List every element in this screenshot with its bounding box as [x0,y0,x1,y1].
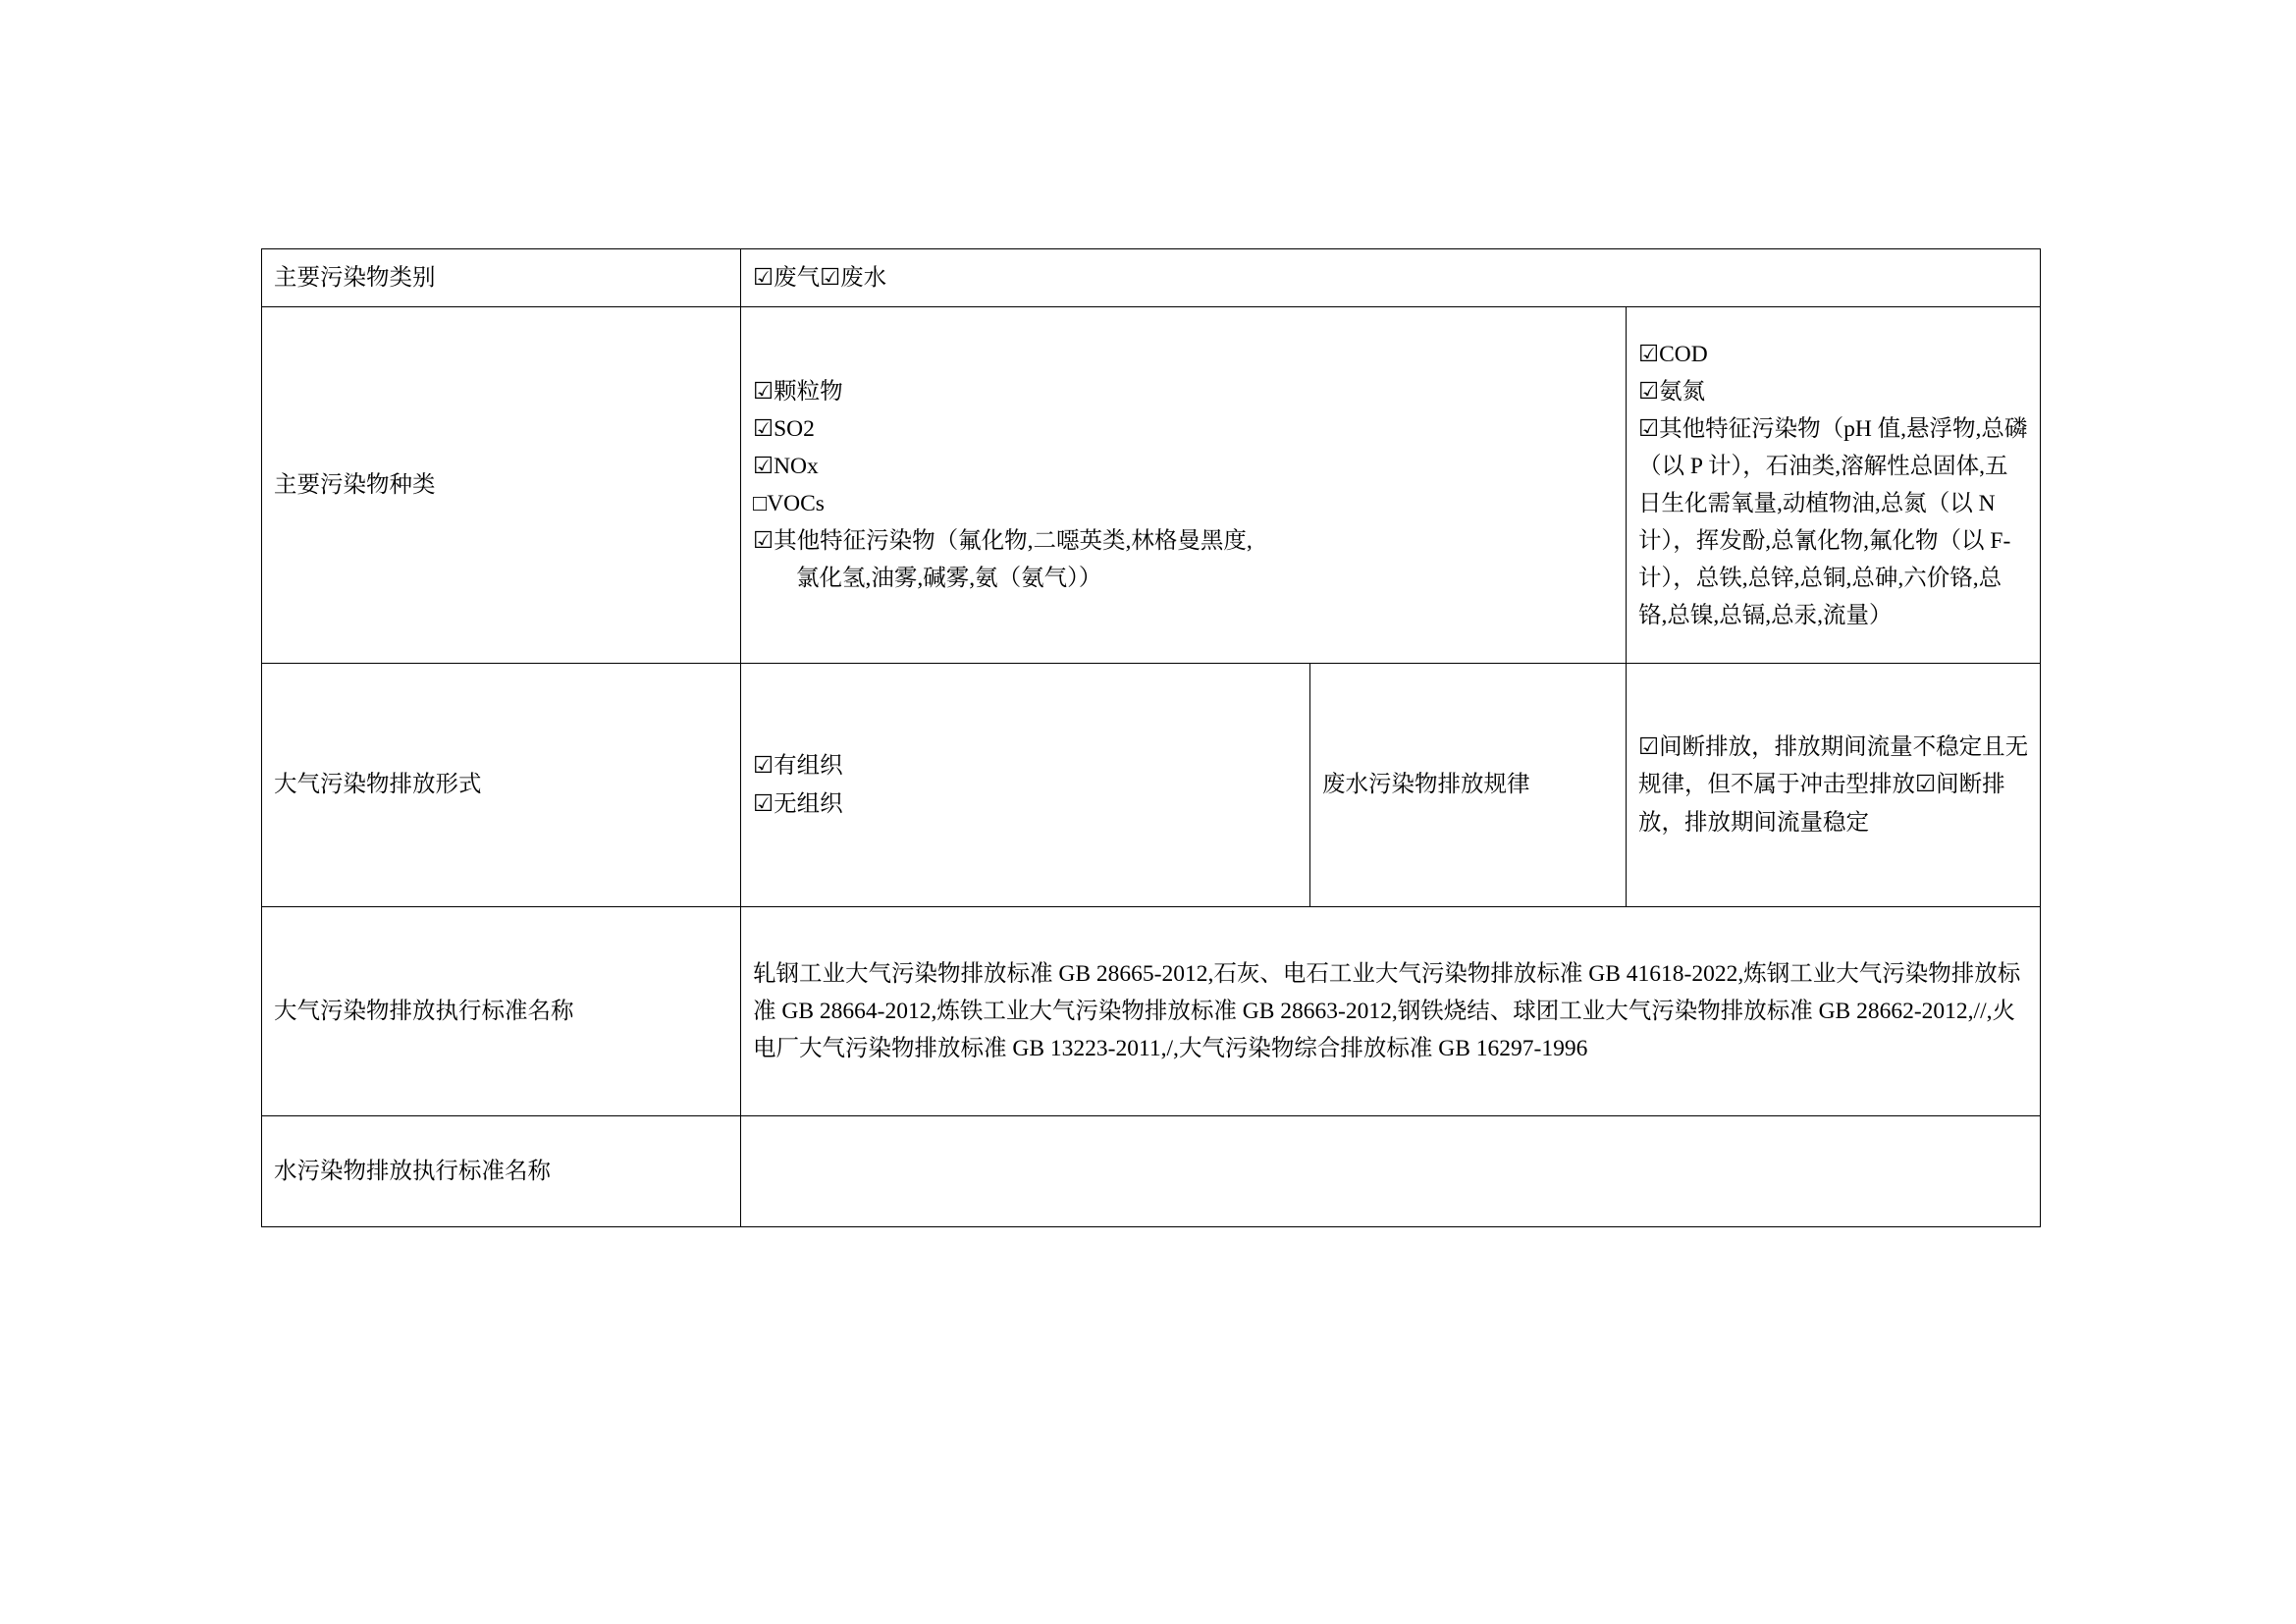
water-type-option-other: ☑其他特征污染物（pH 值,悬浮物,总磷（以 P 计），石油类,溶解性总固体,五日生化需氧量,动植物油,总氮（以 N 计），挥发酚,总氰化物,氟化物（以 F-计），总铁,总锌,总铜,总砷,六价铬,总铬,总镍,总镉,总汞,流量） [1638,415,2028,629]
air-pollutant-types-cell [741,307,1627,664]
pollutant-info-table [261,248,2041,1227]
water-standard-value [741,1116,2041,1227]
table-row-air-standard [262,907,2041,1116]
water-standard-label: 水污染物排放执行标准名称 [262,1116,741,1227]
air-type-option-vocs: □VOCs [753,491,825,516]
air-type-option-other-line1: ☑其他特征污染物（氟化物,二噁英类,林格曼黑度, [753,528,1253,555]
table-row-pollutant-types [262,307,2041,664]
air-discharge-option-organized: ☑有组织 [753,753,843,780]
pollutant-category-label: 主要污染物类别 [262,249,741,307]
water-discharge-rule-value: ☑间断排放，排放期间流量不稳定且无规律，但不属于冲击型排放☑间断排放，排放期间流量稳定 [1627,664,2041,907]
pollutant-category-options: ☑废气☑废水 [741,249,2041,307]
air-type-option-particulate: ☑颗粒物 [753,378,843,405]
air-discharge-option-unorganized: ☑无组织 [753,790,843,817]
air-type-option-other-line2: 氯化氢,油雾,碱雾,氨（氨气）） [796,566,1102,592]
air-discharge-form-label: 大气污染物排放形式 [262,664,741,907]
pollutant-types-label: 主要污染物种类 [262,307,741,664]
water-type-option-ammonia: ☑氨氮 [1638,378,1706,405]
water-type-option-cod: ☑COD [1638,341,1708,367]
table-row-water-standard [262,1116,2041,1227]
table-row-pollutant-category [262,249,2041,307]
water-discharge-rule-label: 废水污染物排放规律 [1310,664,1627,907]
water-pollutant-types-cell [1627,307,2041,664]
table-row-air-discharge-form [262,664,2041,907]
air-discharge-form-options [741,664,1310,907]
air-standard-value: 轧钢工业大气污染物排放标准 GB 28665-2012,石灰、电石工业大气污染物排放标准 GB 41618-2022,炼钢工业大气污染物排放标准 GB 28664-2012,炼铁工业大气污染物排放标准 GB 28663-2012,钢铁烧结、球团工业大气污染物排放标准 GB 28662-2012,//,火电厂大气污染物排放标准 GB 13223-2011,/,大气污染物综合排放标准 GB 16297-1996 [741,907,2041,1116]
air-type-option-so2: ☑SO2 [753,415,815,442]
air-standard-label: 大气污染物排放执行标准名称 [262,907,741,1116]
air-type-option-nox: ☑NOx [753,453,819,479]
